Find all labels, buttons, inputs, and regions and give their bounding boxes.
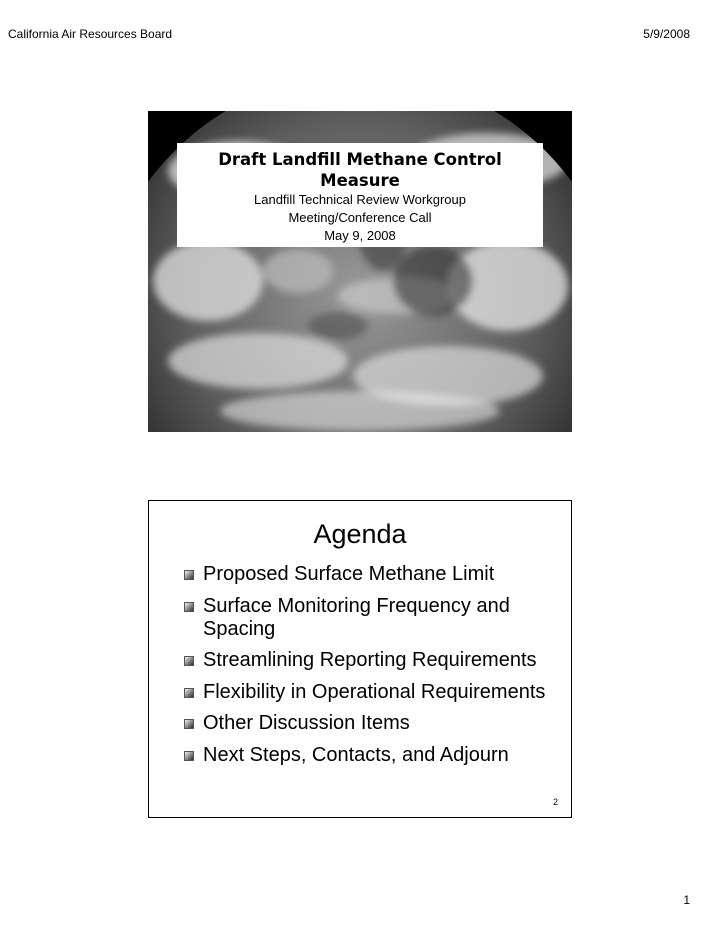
agenda-list (183, 563, 563, 775)
slide-number: 2 (552, 797, 558, 807)
square-bullet-icon (184, 719, 194, 729)
agenda-item: Next Steps, Contacts, and Adjourn (183, 744, 563, 767)
header-date: 5/9/2008 (643, 27, 690, 41)
square-bullet-icon (184, 570, 194, 580)
agenda-title: Agenda (313, 519, 407, 549)
page-number: 1 (683, 893, 690, 907)
square-bullet-icon (184, 602, 194, 612)
presentation-title: Draft Landfill Methane Control Measure (218, 150, 502, 190)
agenda-slide (148, 500, 572, 818)
presentation-date: May 9, 2008 (324, 228, 396, 243)
agenda-item: Streamlining Reporting Requirements (183, 649, 563, 672)
square-bullet-icon (184, 751, 194, 761)
agenda-item: Other Discussion Items (183, 712, 563, 735)
subtitle-line: Landfill Technical Review Workgroup (254, 192, 466, 207)
subtitle-line: Meeting/Conference Call (288, 210, 432, 225)
square-bullet-icon (184, 688, 194, 698)
square-bullet-icon (184, 656, 194, 666)
agenda-item: Proposed Surface Methane Limit (183, 563, 563, 586)
agenda-item: Surface Monitoring Frequency and Spacing (183, 595, 563, 641)
agenda-item: Flexibility in Operational Requirements (183, 681, 563, 704)
title-box (177, 143, 543, 247)
header-organization: California Air Resources Board (8, 27, 173, 41)
title-slide (148, 111, 572, 432)
